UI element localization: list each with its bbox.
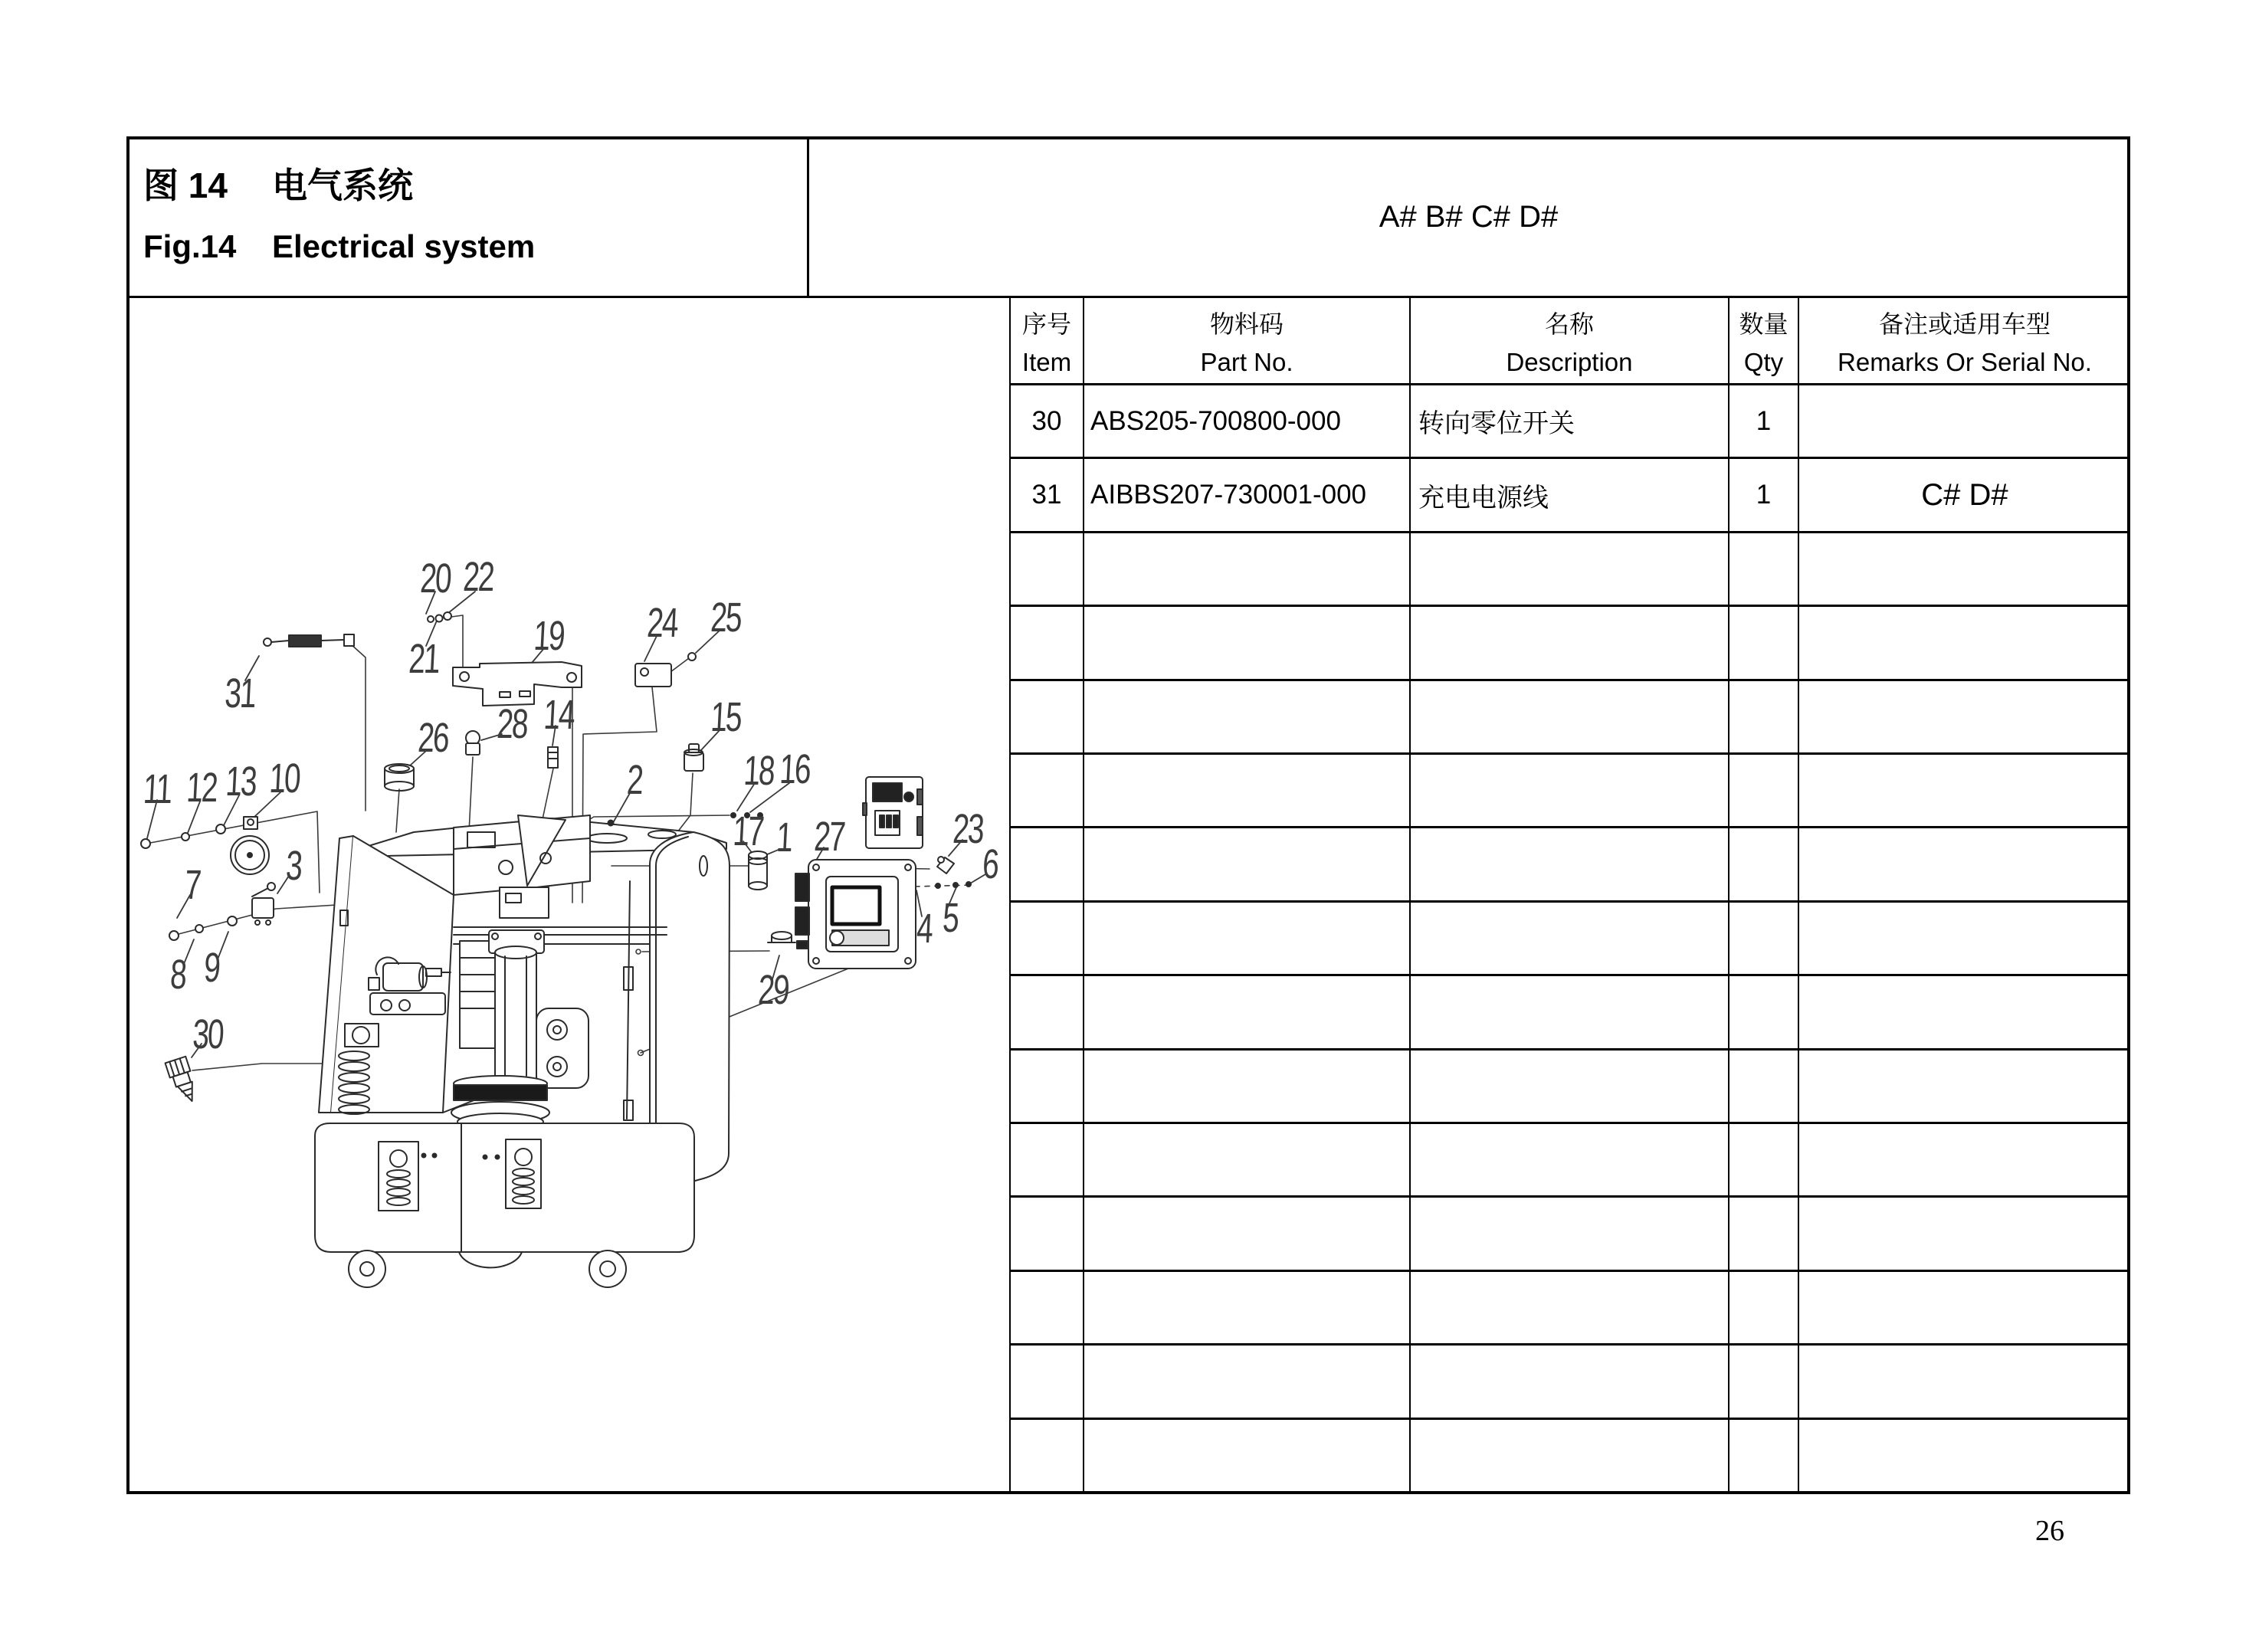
sleeve-17-1 xyxy=(749,851,767,890)
callout-label: 30 xyxy=(192,1011,224,1057)
callout-label: 29 xyxy=(757,967,789,1013)
table-cell xyxy=(1728,385,1798,457)
table-cell xyxy=(1728,1346,1798,1417)
table-cell xyxy=(1083,1198,1409,1269)
callout-label: 31 xyxy=(224,670,256,716)
table-row-empty xyxy=(1011,828,2130,902)
table-row-empty xyxy=(1011,1198,2130,1271)
cell-text: 1 xyxy=(1756,405,1772,436)
plug-30 xyxy=(166,1057,200,1106)
table-cell xyxy=(1728,607,1798,678)
callout-label: 18 xyxy=(743,748,775,794)
table-cell xyxy=(1083,533,1409,605)
table-cell xyxy=(1798,607,2130,678)
callout-label: 24 xyxy=(646,600,678,646)
table-cell xyxy=(1011,385,1083,457)
table-cell xyxy=(1798,903,2130,974)
exploded-view-diagram xyxy=(126,296,1009,1494)
table-row xyxy=(1011,459,2130,533)
callout-label: 20 xyxy=(419,556,451,601)
table-cell xyxy=(1798,976,2130,1047)
cell-text: 转向零位开关 xyxy=(1418,410,1575,439)
callout-label: 4 xyxy=(915,906,933,952)
table-cell xyxy=(1798,1272,2130,1343)
screw-25 xyxy=(688,653,696,660)
table-cell xyxy=(1728,681,1798,752)
column-header xyxy=(1011,298,1083,383)
table-cell xyxy=(1011,903,1083,974)
table-cell xyxy=(1409,828,1728,900)
table-cell xyxy=(1798,1124,2130,1195)
table-cell xyxy=(1083,1346,1409,1417)
table-cell xyxy=(1409,385,1728,457)
table-cell xyxy=(1083,903,1409,974)
column-header-en: Qty xyxy=(1743,347,1784,376)
table-cell xyxy=(1798,533,2130,605)
table-cell xyxy=(1409,681,1728,752)
table-cell xyxy=(1798,755,2130,826)
callout-label: 25 xyxy=(710,595,742,641)
table-cell xyxy=(1011,607,1083,678)
callout-label: 12 xyxy=(185,765,218,811)
table-row-empty xyxy=(1011,1051,2130,1124)
callout-label: 16 xyxy=(779,746,811,792)
callout-label: 26 xyxy=(417,715,449,761)
table-row-empty xyxy=(1011,976,2130,1050)
table-cell xyxy=(1409,1051,1728,1122)
table-cell xyxy=(1011,828,1083,900)
table-row-empty xyxy=(1011,1420,2130,1491)
table-row-empty xyxy=(1011,1346,2130,1419)
table-row-empty xyxy=(1011,755,2130,828)
column-header-en: Remarks Or Serial No. xyxy=(1838,347,2092,376)
table-cell xyxy=(1083,607,1409,678)
table-row-empty xyxy=(1011,533,2130,607)
table-cell xyxy=(1409,459,1728,530)
table-cell xyxy=(1798,828,2130,900)
table-cell xyxy=(1011,755,1083,826)
table-cell xyxy=(1011,533,1083,605)
washers-20-22 xyxy=(428,612,451,622)
table-cell xyxy=(1409,1420,1728,1491)
screw-2 xyxy=(608,821,614,826)
callout-label: 17 xyxy=(732,808,764,854)
table-cell xyxy=(1798,385,2130,457)
callout-label: 19 xyxy=(533,613,565,659)
pcb-module-upper xyxy=(863,777,923,848)
cell-text: AIBBS207-730001-000 xyxy=(1090,480,1366,510)
cap-28 xyxy=(466,731,480,755)
column-header-en: Item xyxy=(1021,347,1072,376)
cell-text: 30 xyxy=(1031,405,1062,436)
callout-label: 9 xyxy=(202,945,221,991)
column-header xyxy=(1409,298,1728,383)
table-cell xyxy=(1083,1272,1409,1343)
callout-label: 14 xyxy=(543,692,575,738)
table-cell xyxy=(1798,1346,2130,1417)
column-header-en: Part No. xyxy=(1200,347,1293,376)
pin-14 xyxy=(548,747,558,768)
cable-assembly-31 xyxy=(264,634,354,647)
table-cell xyxy=(1728,459,1798,530)
cap-29 xyxy=(768,932,795,942)
page-number: 26 xyxy=(2035,1515,2064,1547)
figure-title-block xyxy=(143,152,802,293)
table-cell xyxy=(1011,976,1083,1047)
table-cell xyxy=(1409,1198,1728,1269)
cell-text: C# D# xyxy=(1921,477,2008,512)
table-cell xyxy=(1011,1051,1083,1122)
callout-label: 11 xyxy=(142,766,172,812)
table-cell xyxy=(1798,681,2130,752)
switch-3 xyxy=(252,883,275,925)
table-cell xyxy=(1798,1420,2130,1491)
table-cell xyxy=(1011,1420,1083,1491)
callout-label: 10 xyxy=(268,756,300,801)
table-cell xyxy=(1409,1346,1728,1417)
table-cell xyxy=(1728,976,1798,1047)
table-cell xyxy=(1798,459,2130,530)
table-cell xyxy=(1798,1051,2130,1122)
table-cell xyxy=(1083,1420,1409,1491)
cup-26 xyxy=(385,764,414,791)
table-cell xyxy=(1011,1198,1083,1269)
column-header-cn: 数量 xyxy=(1739,310,1789,338)
table-cell xyxy=(1728,1272,1798,1343)
table-row-empty xyxy=(1011,903,2130,976)
horn xyxy=(231,817,269,874)
figure-title-cn: 电气系统 xyxy=(272,166,413,205)
connector-23 xyxy=(937,857,954,874)
drive-motor-cylinder xyxy=(460,930,589,1088)
table-cell xyxy=(1409,1124,1728,1195)
table-cell xyxy=(1083,459,1409,530)
table-cell xyxy=(1011,459,1083,530)
table-cell xyxy=(1728,1198,1798,1269)
table-cell xyxy=(1728,533,1798,605)
table-cell xyxy=(1083,385,1409,457)
table-cell xyxy=(1011,1124,1083,1195)
column-header xyxy=(1798,298,2130,383)
callout-label: 8 xyxy=(169,952,187,998)
table-cell xyxy=(1083,681,1409,752)
controller-module-lower xyxy=(795,860,916,969)
callout-label: 22 xyxy=(462,554,494,600)
table-cell xyxy=(1728,828,1798,900)
column-header-cn: 名称 xyxy=(1544,310,1594,338)
table-cell xyxy=(1083,976,1409,1047)
callout-label: 28 xyxy=(496,701,528,747)
cell-text: 31 xyxy=(1031,480,1062,510)
table-row xyxy=(1011,385,2130,459)
steering-head xyxy=(454,815,590,918)
table-cell xyxy=(1083,828,1409,900)
box-24 xyxy=(635,664,671,687)
cell-text: ABS205-700800-000 xyxy=(1090,405,1341,436)
callout-label: 7 xyxy=(183,862,202,908)
table-row-empty xyxy=(1011,607,2130,680)
table-cell xyxy=(1083,755,1409,826)
callout-label: 2 xyxy=(625,757,644,803)
callout-label: 13 xyxy=(225,759,257,805)
table-cell xyxy=(1011,681,1083,752)
table-cell xyxy=(1728,1420,1798,1491)
table-cell xyxy=(1011,1272,1083,1343)
cell-text: 充电电源线 xyxy=(1418,483,1549,513)
wheels xyxy=(349,1250,626,1287)
callout-label: 6 xyxy=(981,841,999,887)
callout-label: 21 xyxy=(408,636,440,682)
callout-label: 27 xyxy=(813,814,845,860)
table-cell xyxy=(1409,976,1728,1047)
column-header-cn: 序号 xyxy=(1021,310,1071,338)
figure-label-en: Fig.14 xyxy=(143,228,237,264)
table-row-empty xyxy=(1011,1124,2130,1198)
callout-label: 3 xyxy=(284,843,303,889)
base-skirt xyxy=(315,1123,694,1252)
table-row-empty xyxy=(1011,1272,2130,1346)
callout-label: 15 xyxy=(710,694,742,740)
parts-table xyxy=(1009,298,2130,1491)
figure-title-en: Electrical system xyxy=(272,228,536,264)
table-cell xyxy=(1728,1124,1798,1195)
table-header-row xyxy=(1011,298,2130,385)
table-cell xyxy=(1409,903,1728,974)
table-cell xyxy=(1409,533,1728,605)
washers-11-12-13 xyxy=(141,824,225,848)
column-header-cn: 物料码 xyxy=(1209,310,1284,338)
table-cell xyxy=(1728,1051,1798,1122)
cell-text: 1 xyxy=(1756,480,1772,510)
table-cell xyxy=(1409,607,1728,678)
sensor-15 xyxy=(684,744,703,771)
table-cell xyxy=(1728,755,1798,826)
callout-label: 1 xyxy=(775,815,793,860)
column-header-cn: 备注或适用车型 xyxy=(1878,310,2051,338)
table-cell xyxy=(1728,903,1798,974)
table-cell xyxy=(1409,1272,1728,1343)
table-cell xyxy=(1011,1346,1083,1417)
column-header xyxy=(1728,298,1798,383)
applicability-header: A# B# C# D# xyxy=(1379,200,1559,234)
column-header-en: Description xyxy=(1506,347,1633,376)
table-cell xyxy=(1409,755,1728,826)
callout-label: 23 xyxy=(952,806,984,852)
table-row-empty xyxy=(1011,681,2130,755)
exploded-view-drawing xyxy=(126,296,1009,1494)
figure-label-cn: 图 14 xyxy=(143,166,228,205)
table-cell xyxy=(1083,1051,1409,1122)
table-cell xyxy=(1083,1124,1409,1195)
callout-label: 5 xyxy=(941,895,959,941)
table-cell xyxy=(1798,1198,2130,1269)
column-header xyxy=(1083,298,1409,383)
